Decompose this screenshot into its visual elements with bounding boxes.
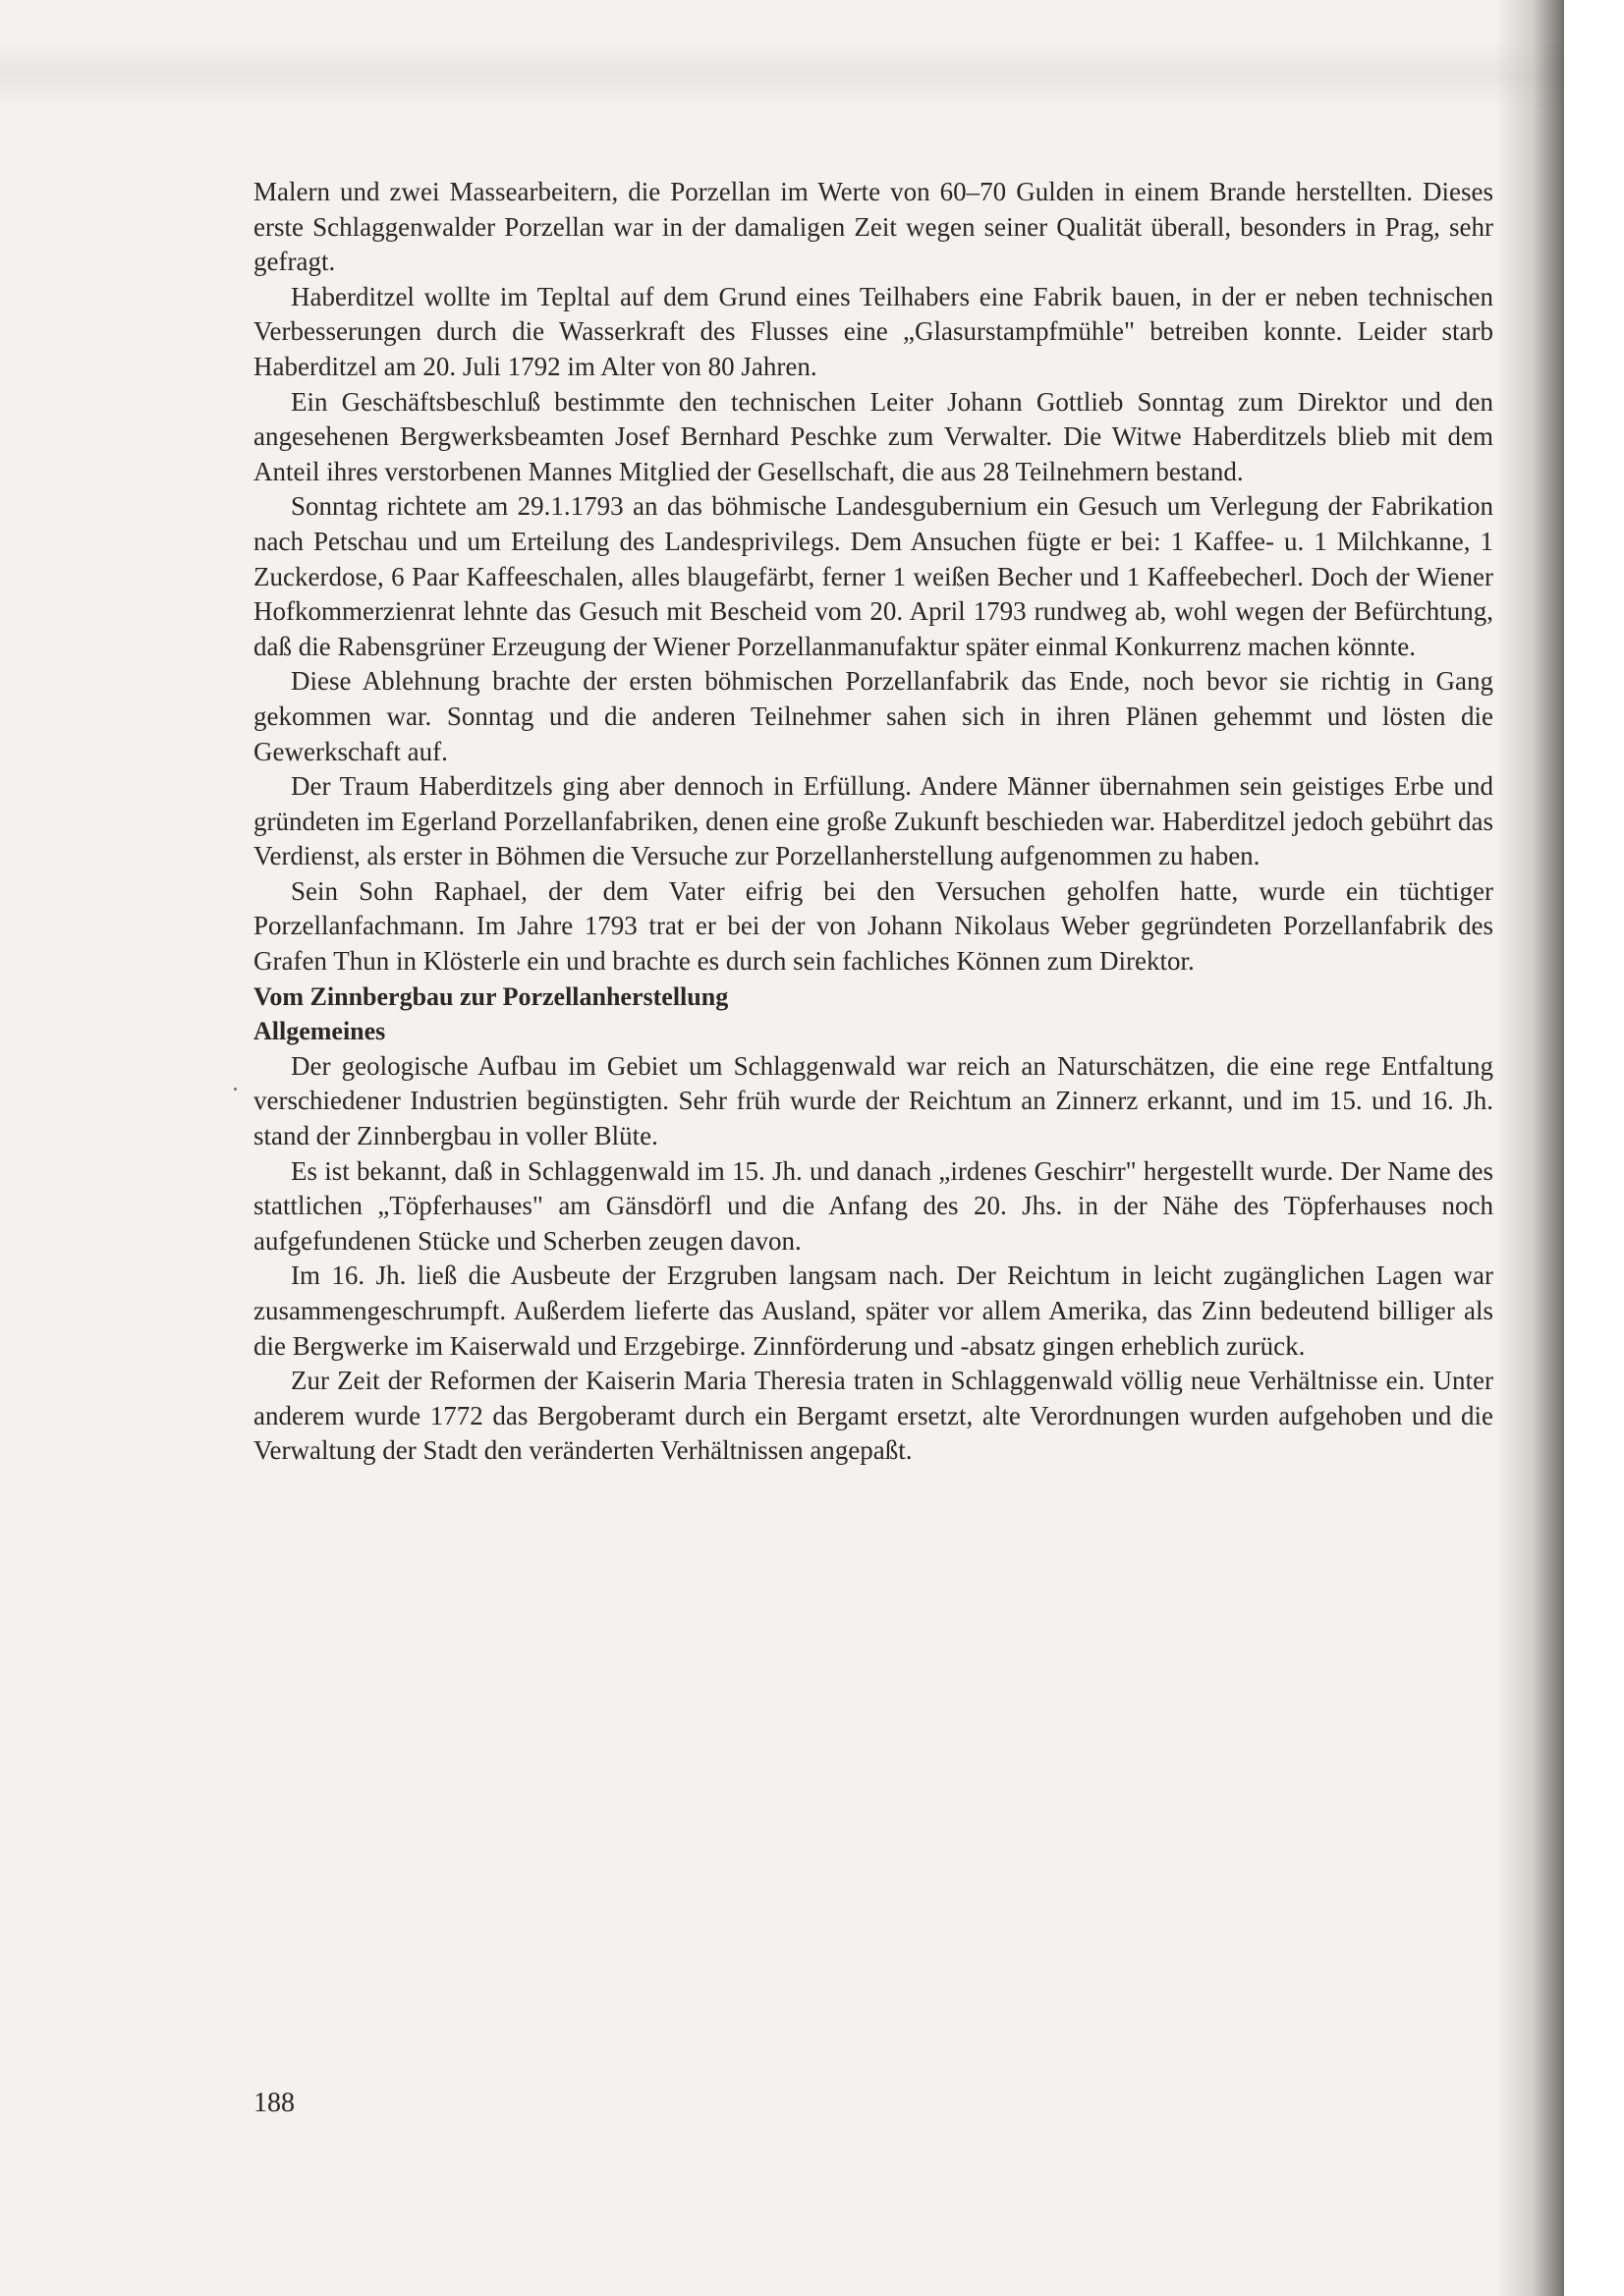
paragraph-1: Malern und zwei Massearbeitern, die Porzellan im Werte von 60–70 Gulden in einem Brande herstellten. Dieses erste Schlaggenwalder Porzellan war in der damaligen Zeit wegen seiner Qualität überall, besonders in Prag, sehr gefragt. (253, 177, 1493, 277)
paragraph-4: Sonntag richtete am 29.1.1793 an das böhmische Landesgubernium ein Gesuch um Verlegung der Fabrikation nach Petschau und um Erteilung des Landesprivilegs. Dem Ansuchen fügte er bei: 1 Kaffee- u. 1 Milchkanne, 1 Zuckerdose, 6 Paar Kaffeeschalen, alles blaugefärbt, ferner 1 weißen Becher und 1 Kaffeebecherl. Doch der Wiener Hofkommerzienrat lehnte das Gesuch mit Bescheid vom 20. April 1793 rundweg ab, wohl wegen der Befürchtung, daß die Rabensgrüner Erzeugung der Wiener Porzellanmanufaktur später einmal Konkurrenz machen könnte. (253, 491, 1493, 661)
page-number: 188 (253, 2088, 295, 2118)
paragraph-5: Diese Ablehnung brachte der ersten böhmischen Porzellanfabrik das Ende, noch bevor sie richtig in Gang gekommen war. Sonntag und die anderen Teilnehmer sahen sich in ihren Plänen gehemmt und lösten die Gewerkschaft auf. (253, 666, 1493, 766)
gutter-shadow (1495, 0, 1564, 2296)
section-heading: Vom Zinnbergbau zur Porzellanherstellung (253, 981, 729, 1011)
body-text (253, 175, 1493, 1469)
paragraph-6: Der Traum Haberditzels ging aber dennoch in Erfüllung. Andere Männer übernahmen sein geistiges Erbe und gründeten im Egerland Porzellanfabriken, denen eine große Zukunft beschieden war. Haberditzel jedoch gebührt das Verdienst, als erster in Böhmen die Versuche zur Porzellanherstellung aufgenommen zu haben. (253, 771, 1493, 871)
section-paragraph-3: Im 16. Jh. ließ die Ausbeute der Erzgruben langsam nach. Der Reichtum in leicht zugänglichen Lagen war zusammengeschrumpft. Außerdem lieferte das Ausland, später vor allem Amerika, das Zinn bedeutend billiger als die Bergwerke im Kaiserwald und Erzgebirge. Zinnförderung und -absatz gingen erheblich zurück. (253, 1260, 1493, 1361)
scan-margin (1564, 0, 1624, 2296)
margin-speck (234, 1088, 237, 1091)
paragraph-2: Haberditzel wollte im Tepltal auf dem Grund eines Teilhabers eine Fabrik bauen, in der er neben technischen Verbesserungen durch die Wasserkraft des Flusses eine „Glasurstampfmühle" betreiben konnte. Leider starb Haberditzel am 20. Juli 1792 im Alter von 80 Jahren. (253, 281, 1493, 381)
subheading: Allgemeines (253, 1017, 386, 1046)
paragraph-3: Ein Geschäftsbeschluß bestimmte den technischen Leiter Johann Gottlieb Sonntag zum Direktor und den angesehenen Bergwerksbeamten Josef Bernhard Peschke zum Verwalter. Die Witwe Haberditzels blieb mit dem Anteil ihres verstorbenen Mannes Mitglied der Gesellschaft, die aus 28 Teilnehmern bestand. (253, 386, 1493, 486)
paragraph-7: Sein Sohn Raphael, der dem Vater eifrig bei den Versuchen geholfen hatte, wurde ein tüchtiger Porzellanfachmann. Im Jahre 1793 trat er bei der von Johann Nikolaus Weber gegründeten Porzellanfabrik des Grafen Thun in Klösterle ein und brachte es durch sein fachliches Können zum Direktor. (253, 875, 1493, 977)
section-paragraph-1: Der geologische Aufbau im Gebiet um Schlaggenwald war reich an Naturschätzen, die eine rege Entfaltung verschiedener Industrien begünstigten. Sehr früh wurde der Reichtum an Zinnerz erkannt, und im 15. und 16. Jh. stand der Zinnbergbau in voller Blüte. (253, 1050, 1493, 1151)
section-paragraph-2: Es ist bekannt, daß in Schlaggenwald im 15. Jh. und danach „irdenes Geschirr" hergestellt wurde. Der Name des stattlichen „Töpferhauses" am Gänsdörfl und die Anfang des 20. Jhs. in der Nähe des Töpferhauses noch aufgefundenen Stücke und Scherben zeugen davon. (253, 1155, 1493, 1256)
show-through-band (0, 39, 1564, 108)
section-paragraph-4: Zur Zeit der Reformen der Kaiserin Maria Theresia traten in Schlaggenwald völlig neue Verhältnisse ein. Unter anderem wurde 1772 das Bergoberamt durch ein Bergamt ersetzt, alte Verordnungen wurden aufgehoben und die Verwaltung der Stadt den veränderten Verhältnissen angepaßt. (253, 1366, 1493, 1466)
